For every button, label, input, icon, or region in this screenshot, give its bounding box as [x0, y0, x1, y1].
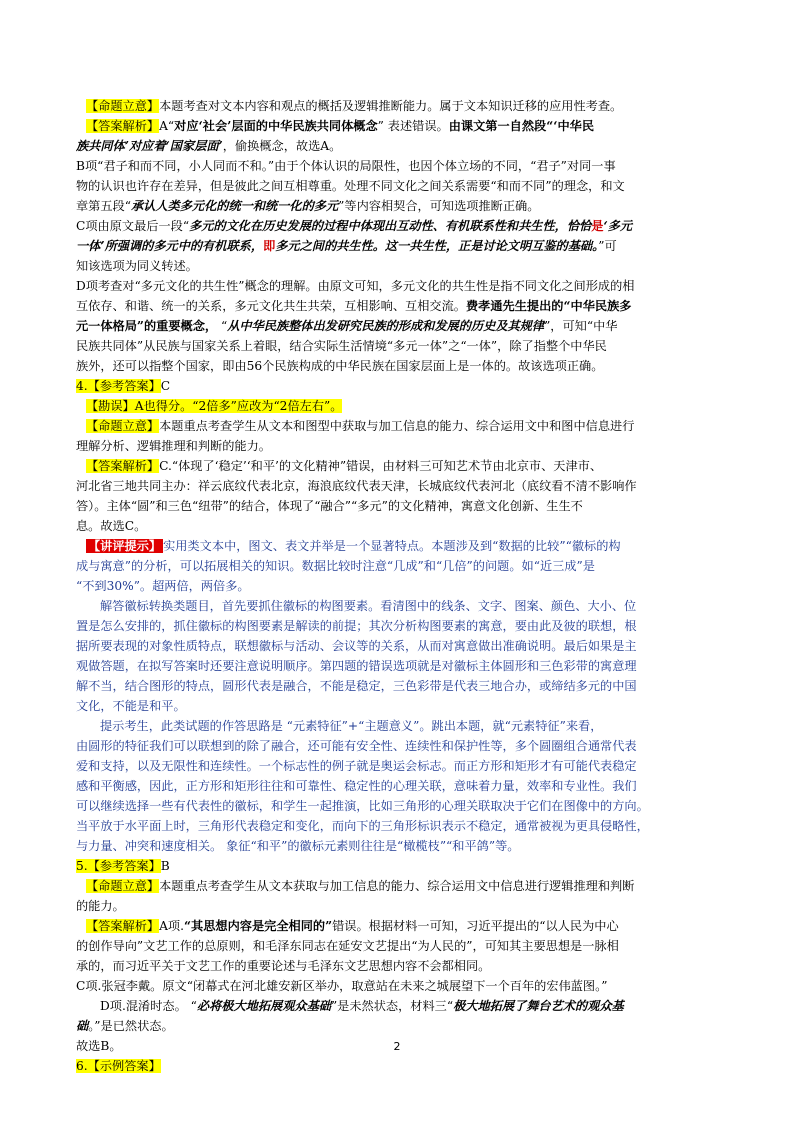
section-label: 【答案解析】 — [86, 119, 160, 133]
text-line — [76, 336, 736, 356]
text-run: ”，可知“中华 — [544, 319, 618, 333]
text-run: B — [160, 859, 170, 873]
text-line — [86, 116, 746, 136]
text-line — [100, 996, 760, 1016]
text-run: 多元的文化在历史发展的过程中体现出互动性、有机联系性和共生性，恰恰 — [189, 219, 592, 233]
text-line — [76, 196, 736, 216]
text-run: 本题重点考查学生从文本获取与加工信息的能力、综合运用文中信息进行逻辑推理和判断 — [159, 879, 635, 893]
text-line — [76, 436, 736, 456]
text-run: 理解分析、逻辑推理和判断的能力。 — [76, 439, 271, 453]
text-run: 实用类文本中，图文、表文并举是一个显著特点。本题涉及到“数据的比较”“徽标的构 — [163, 539, 621, 553]
text-line — [76, 276, 736, 296]
text-line — [76, 296, 736, 316]
section-label: 【答案解析】 — [86, 459, 160, 473]
text-line — [76, 796, 736, 816]
text-run: 答）。主体“圆”和三色“纽带”的结合，体现了“融合”“多元”的文化精神，寓意文化创新、生生不 — [76, 499, 583, 513]
text-run: “其思想内容是完全相同的” — [184, 919, 333, 933]
text-run: ”可 — [598, 239, 617, 253]
text-run: 即 — [263, 239, 276, 253]
section-label: 【答案解析】 — [86, 919, 160, 933]
text-run: 物的认识也许存在差异，但是彼此之间互相尊重。处理不同文化之间关系需要“和而不同”的理念，和文 — [76, 179, 625, 193]
text-run: 故选B。 — [76, 1039, 122, 1053]
text-run: 多元之间的共生性。这一共生性，正是讨论文明互鉴的基础。 — [275, 239, 599, 253]
text-line — [76, 156, 736, 176]
text-run: 的能力。 — [76, 899, 125, 913]
text-run: 观做答题，在拟写答案时还要注意说明顺序。第四题的错误选项就是对徽标主体圆形和三色彩带的寓意理 — [76, 659, 637, 673]
text-run: 极大地拓展了舞台艺术的观众基 — [453, 999, 624, 1013]
text-run: 爱和支持，以及无限性和连续性。一个标志性的例子就是奥运会标志。而正方形和矩形才有可能代表稳定 — [76, 759, 637, 773]
text-line — [76, 616, 736, 636]
text-run: 据所要表现的对象性质特点，联想徽标与活动、会议等的关系，从而对寓意做出准确说明。最后如果是主 — [76, 639, 637, 653]
text-run: 的创作导向”文艺工作的总原则，和毛泽东同志在延安文艺提出“为人民的”，可知其主要思想是一脉相 — [76, 939, 619, 953]
text-run: 对应‘社会’层面的中华民族共同体概念 — [174, 119, 378, 133]
text-line — [86, 456, 746, 476]
text-run: 解答徽标转换类题目，首先要抓住徽标的构图要素。看清图中的线条、文字、图案、颜色、大小、位 — [100, 599, 637, 613]
text-line — [76, 976, 736, 996]
text-line — [76, 956, 736, 976]
text-run: 息。故选C。 — [76, 519, 147, 533]
text-line — [76, 696, 736, 716]
text-line — [76, 676, 736, 696]
text-run: 可以继续选择一些有代表性的徽标，和学生一起推演，比如三角形的心理关联取决于它们在图像中的方向。 — [76, 799, 649, 813]
text-line — [76, 636, 736, 656]
text-run: 提示考生，此类试题的作答思路是 “元素特征”+“主题意义”。跳出本题，就“元素特征”来看， — [100, 719, 603, 733]
text-run: C — [160, 379, 171, 393]
text-line — [86, 416, 746, 436]
text-run: 与力量、冲突和速度相关。 象征“和平”的徽标元素则往往是“橄榄枝”“和平鸽”等。 — [76, 839, 520, 853]
text-run: D项.混淆时态。 “ — [100, 999, 197, 1013]
text-run: ”是未然状态，材料三“ — [330, 999, 454, 1013]
text-run: 由圆形的特征我们可以联想到的除了融合，还可能有安全性、连续性和保护性等，多个圆圈组合通常代表 — [76, 739, 637, 753]
text-line — [76, 316, 736, 336]
text-run: 解不当，结合图形的特点，圆形代表是融合，不能是稳定，三色彩带是代表三地合办，或缔结多元的中国 — [76, 679, 637, 693]
text-line — [76, 816, 736, 836]
text-run: 成与寓意”的分析，可以拓展相关的知识。数据比较时注意“几成”和“几倍”的问题。如“近三成”是 — [76, 559, 595, 573]
text-line — [86, 96, 746, 116]
text-line — [76, 576, 736, 596]
text-run: C.“体现了‘稳定’‘和平’的文化精神”错误，由材料三可知艺术节由北京市、天津市、 — [159, 459, 603, 473]
text-run: ” 表述错误。 — [377, 119, 449, 133]
text-run: 错误。根据材料一可知，习近平提出的“以人民为中心 — [332, 919, 619, 933]
section-label: 【讲评提示】 — [88, 539, 162, 553]
text-run: 民族共同体”从民族与国家关系上着眼，结合实际生活情境“多元一体”之“一体”，除了指整个中华民 — [76, 339, 607, 353]
text-run: 当平放于水平面上时，三角形代表稳定和变化，而向下的三角形标识表示不稳定，通常被视为更具侵略性， — [76, 819, 649, 833]
text-run: A项. — [159, 919, 184, 933]
section-label: 6.【示例答案】 — [76, 1059, 161, 1073]
text-run: 互依存、和谐、统一的关系，多元文化共生共荣，互相影响、互相交流。 — [76, 299, 466, 313]
text-run: 必将极大地拓展观众基础 — [196, 999, 331, 1013]
text-line — [86, 396, 746, 416]
section-label: 【命题立意】 — [86, 99, 160, 113]
text-line — [76, 376, 736, 396]
text-run: 本题重点考查学生从文本和图型中获取与加工信息的能力、综合运用文中和图中信息进行 — [159, 419, 635, 433]
text-run: 文化，不能是和平。 — [76, 699, 186, 713]
text-line — [76, 756, 736, 776]
text-run: 本题考查对文本内容和观点的概括及逻辑推断能力。属于文本知识迁移的应用性考查。 — [159, 99, 623, 113]
text-line — [76, 776, 736, 796]
text-run: A“ — [159, 119, 175, 133]
text-run: 一体’所强调的多元中的有机联系， — [76, 239, 264, 253]
text-run: 章第五段“ — [76, 199, 131, 213]
text-line — [76, 736, 736, 756]
text-run: B项“君子和而不同，小人同而不和。”由于个体认识的局限性，也因个体立场的不同，“君子”对同一事 — [76, 159, 616, 173]
text-line — [100, 596, 760, 616]
text-run: 由课文第一自然段“‘中华民 — [448, 119, 595, 133]
text-line — [76, 256, 736, 276]
text-line — [76, 896, 736, 916]
text-line — [76, 216, 736, 236]
text-run: 感和平衡感，因此，正方形和矩形往往和可靠性、稳定性的心理关联，意味着力量，效率和专业性。我们 — [76, 779, 637, 793]
text-line — [76, 1016, 736, 1036]
text-line — [76, 656, 736, 676]
text-run: ‘多元 — [603, 219, 633, 233]
text-line — [76, 476, 736, 496]
text-run: 承的，而习近平关于文艺工作的重要论述与毛泽东文艺思想内容不会都相同。 — [76, 959, 491, 973]
text-run: 承认人类多元化的统一和统一化的多元 — [130, 199, 339, 213]
text-line — [86, 916, 746, 936]
text-line — [76, 836, 736, 856]
text-line — [76, 176, 736, 196]
section-label: 【命题立意】 — [86, 879, 160, 893]
text-run: 置是怎么安排的，抓住徽标的构图要素是解读的前提；其次分析构图要素的寓意，要由此及彼的联想，根 — [76, 619, 637, 633]
text-run: 元一体格局”的重要概念， — [76, 319, 218, 333]
text-run: 河北省三地共同主办：祥云底纹代表北京，海浪底纹代表天津，长城底纹代表河北（底纹看不清不影响作 — [76, 479, 637, 493]
text-line — [76, 516, 736, 536]
text-line — [100, 716, 760, 736]
text-run: “不到30%”。超两倍，两倍多。 — [76, 579, 250, 593]
text-run: “ — [217, 319, 228, 333]
text-run: 族共同体’对应着‘国家层面’ — [76, 139, 223, 153]
text-line — [76, 936, 736, 956]
text-line — [86, 876, 746, 896]
text-run: 从中华民族整体出发研究民族的形成和发展的历史及其规律 — [227, 319, 545, 333]
text-run: 。”是已然状态。 — [88, 1019, 174, 1033]
text-line — [76, 856, 736, 876]
text-line — [76, 236, 736, 256]
text-run: C项由原文最后一段“ — [76, 219, 190, 233]
text-run: D项考查对“多元文化的共生性”概念的理解。由原文可知，多元文化的共生性是指不同文化之间形成的相 — [76, 279, 635, 293]
page-number: 2 — [393, 1040, 401, 1053]
section-label: 5.【参考答案】 — [76, 859, 161, 873]
text-run: C项.张冠李戴。原文“闭幕式在河北雄安新区举办，取意站在未来之城展望下一个百年的宏伟蓝图。” — [76, 979, 608, 993]
text-line — [76, 1056, 736, 1076]
text-line — [86, 536, 746, 556]
text-line — [76, 356, 736, 376]
section-label: 【勘误】A也得分。“2倍多”应改为“2倍左右”。 — [86, 399, 343, 413]
text-run: 族外，还可以指整个国家，即由56个民族构成的中华民族在国家层面上是一体的。故该选项正确。 — [76, 359, 604, 373]
text-run: ”等内容相契合，可知选项推断正确。 — [338, 199, 540, 213]
text-line — [76, 496, 736, 516]
section-label: 【命题立意】 — [86, 419, 160, 433]
section-label: 4.【参考答案】 — [76, 379, 161, 393]
text-line — [76, 136, 736, 156]
text-line — [76, 556, 736, 576]
text-run: 知该选项为同义转述。 — [76, 259, 198, 273]
text-run: 费孝通先生提出的“中华民族多 — [466, 299, 632, 313]
text-run: 是 — [591, 219, 604, 233]
text-run: 础 — [76, 1019, 89, 1033]
text-run: ，偷换概念，故选A。 — [222, 139, 342, 153]
